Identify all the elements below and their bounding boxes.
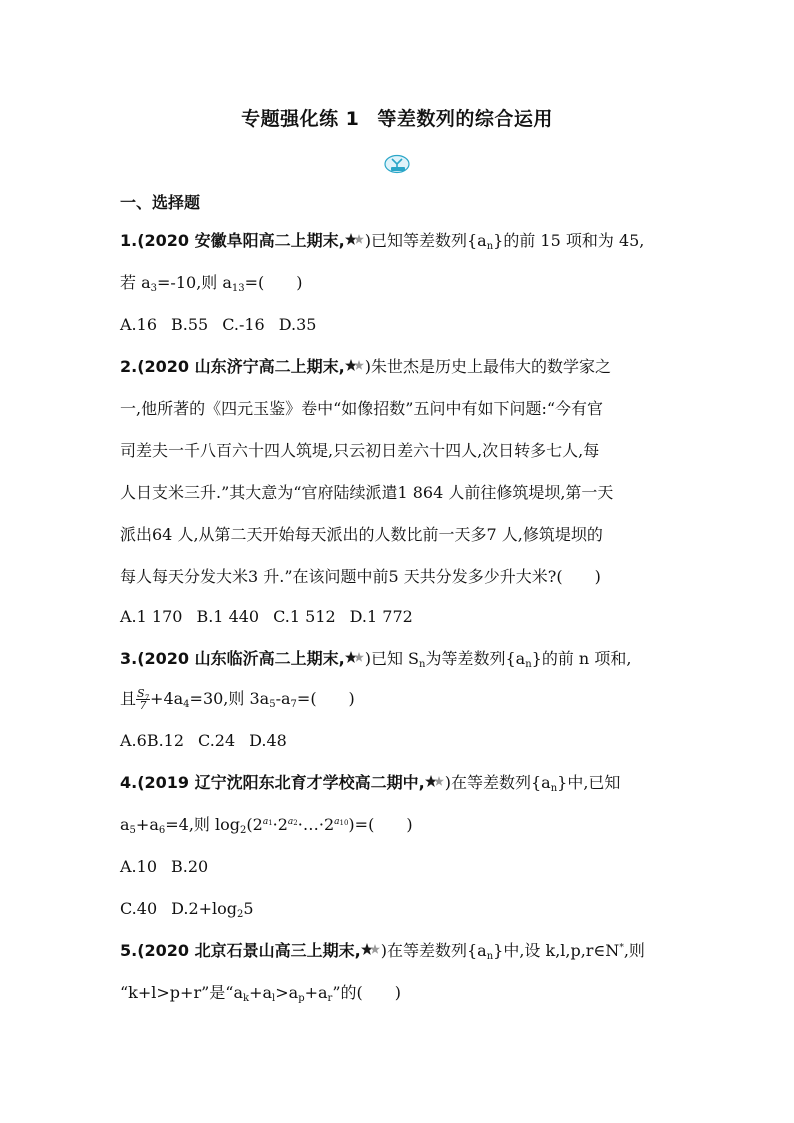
q1-line-2: 若 $a_3=-10$,则 $a_{13}=$( ) bbox=[120, 273, 303, 294]
q2-option-a: A.1 170 bbox=[120, 607, 183, 626]
q4-options-row-1 bbox=[120, 856, 208, 878]
q2-line-1: 2.(2020 山东济宁高二上期末, )朱世杰是历史上最伟大的数学家之 bbox=[120, 357, 611, 376]
q4-option-d: $D.2+\log_25$ bbox=[171, 899, 254, 920]
q2-line-2: 一,他所著的《四元玉鉴》卷中“如像招数”五问中有如下问题:“今有官 bbox=[120, 399, 604, 418]
title-part-1: 专题强化练 1 bbox=[241, 108, 360, 130]
q2-option-b: B.1 440 bbox=[196, 607, 260, 626]
difficulty-star-icon bbox=[361, 943, 381, 957]
q3-option-d: D.48 bbox=[249, 731, 287, 750]
q4-line-1: 4.(2019 辽宁沈阳东北育才学校高二期中, )在等差数列$\{a_n\}$中,已知 bbox=[120, 773, 621, 794]
q1-option-a: A.16 bbox=[120, 315, 157, 334]
q3-options bbox=[120, 730, 287, 752]
q4-line-2: $a_5+a_6=4$,则 $\log_2(2^{a1}\cdot 2^{a2}\cdot\dots\cdot 2^{a10})=$( ) bbox=[120, 815, 413, 836]
q3-source: 3.(2020 山东临沂高二上期末, bbox=[120, 649, 345, 668]
q5-line-1: 5.(2020 北京石景山高三上期末, )在等差数列$\{a_n\}$中,设 k,l,p,r∈N*,则 bbox=[120, 941, 645, 962]
q5-line-2: “k+l>p+r”是“$a_k+a_l>a_p+a_r$”的( ) bbox=[120, 983, 401, 1004]
difficulty-star-icon bbox=[425, 775, 445, 789]
q1-option-d: D.35 bbox=[278, 315, 317, 334]
q4-options-row-2 bbox=[120, 898, 254, 920]
title-part-2: 等差数列的综合运用 bbox=[377, 108, 553, 130]
q1-option-c: C.-16 bbox=[222, 315, 265, 334]
q2-source: 2.(2020 山东济宁高二上期末, bbox=[120, 357, 345, 376]
page-title bbox=[0, 104, 794, 131]
difficulty-star-icon bbox=[345, 233, 365, 247]
q4-source: 4.(2019 辽宁沈阳东北育才学校高二期中, bbox=[120, 773, 425, 792]
q3-line-2: 且 $\frac{S_7}{7}$ $+4a_4=30$,则 $3a_5-a_7=$( ) bbox=[120, 687, 355, 712]
q4-option-c: C.40 bbox=[120, 899, 158, 918]
q2-line-3: 司差夫一千八百六十四人筑堤,只云初日差六十四人,次日转多七人,每 bbox=[120, 441, 600, 460]
q1-source: 1.(2020 安徽阜阳高二上期末, bbox=[120, 231, 345, 250]
q2-options bbox=[120, 606, 413, 628]
q2-line-5: 派出64 人,从第二天开始每天派出的人数比前一天多7 人,修筑堤坝的 bbox=[120, 525, 603, 544]
q2-option-d: D.1 772 bbox=[349, 607, 413, 626]
q3-option-ab: A.6B.12 bbox=[120, 731, 185, 750]
publisher-logo-icon bbox=[384, 154, 410, 174]
difficulty-star-icon bbox=[345, 359, 365, 373]
q4-option-b: B.20 bbox=[171, 857, 209, 876]
difficulty-star-icon bbox=[345, 651, 365, 665]
q3-line-1: 3.(2020 山东临沂高二上期末, )已知 $S_n$为等差数列$\{a_n\}$的前 n 项和, bbox=[120, 649, 632, 670]
q4-option-a: A.10 bbox=[120, 857, 157, 876]
fraction-s7-over-7: $\frac{S_7}{7}$ bbox=[137, 687, 150, 712]
q2-option-c: C.1 512 bbox=[273, 607, 336, 626]
q3-option-c: C.24 bbox=[198, 731, 236, 750]
q1-options bbox=[120, 314, 316, 336]
q5-source: 5.(2020 北京石景山高三上期末, bbox=[120, 941, 361, 960]
q2-line-4: 人日支米三升.”其大意为“官府陆续派遣1 864 人前往修筑堤坝,第一天 bbox=[120, 483, 614, 502]
q1-option-b: B.55 bbox=[171, 315, 209, 334]
q1-line-1: 1.(2020 安徽阜阳高二上期末, )已知等差数列$\{a_n\}$的前 15 项和为 45, bbox=[120, 231, 645, 252]
q2-line-6: 每人每天分发大米3 升.”在该问题中前5 天共分发多少升大米?( ) bbox=[120, 567, 601, 586]
section-heading: 一、选择题 bbox=[120, 193, 201, 212]
